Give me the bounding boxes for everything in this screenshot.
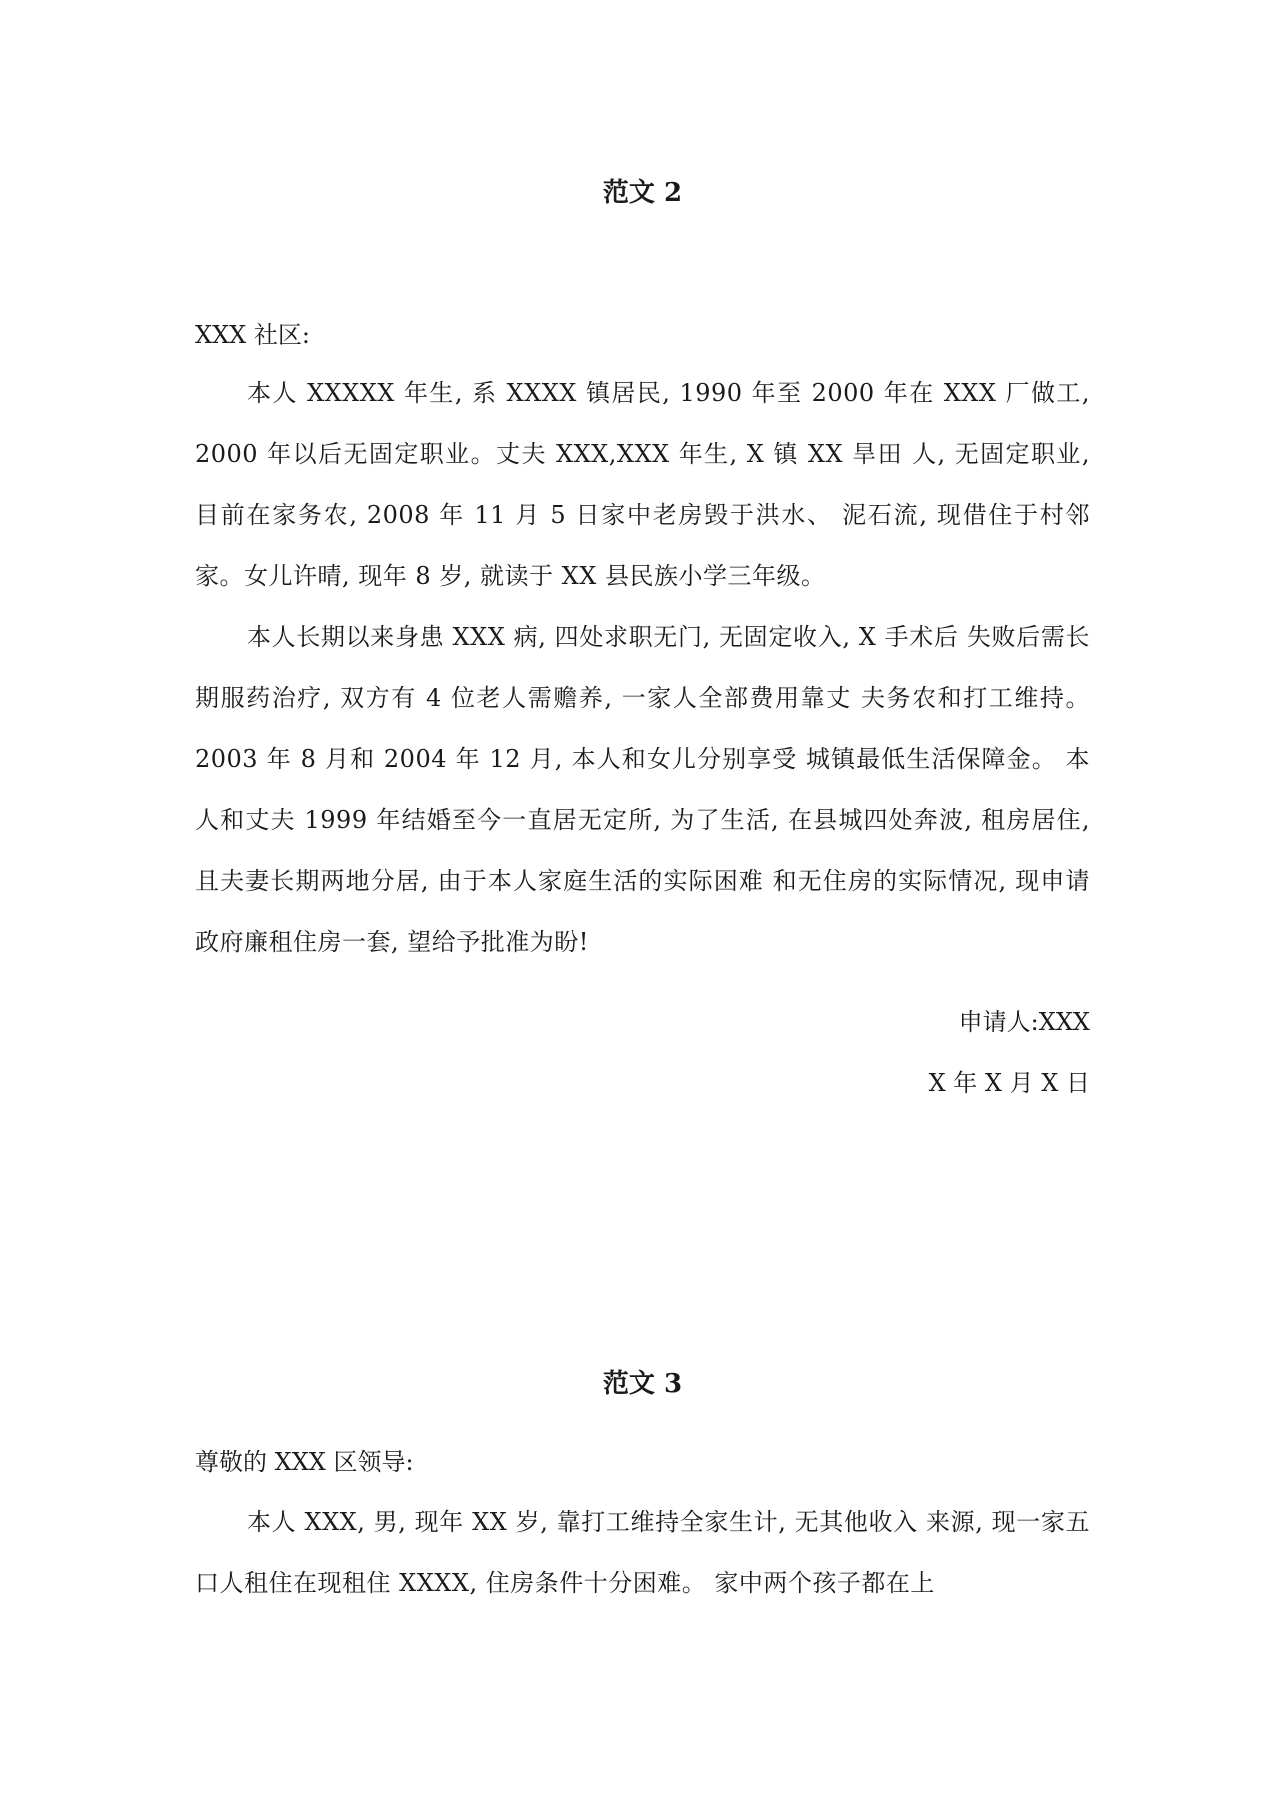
section2-applicant: 申请人:XXX	[958, 1008, 1090, 1036]
section2-title: 范文 2	[602, 178, 683, 208]
section3-paragraph-1: 本人 XXX, 男, 现年 XX 岁, 靠打工维持全家生计, 无其他收入 来源, 现一家五口人租住在现租住 XXXX, 住房条件十分困难。 家中两个孩子都在上	[195, 1508, 1090, 1597]
section2-paragraph-1: 本人 XXXXX 年生, 系 XXXX 镇居民, 1990 年至 2000 年在 XXX 厂做工, 2000 年以后无固定职业。丈夫 XXX,XXX 年生, X 镇 XX 旱田 人, 无固定职业, 目前在家务农, 2008 年 11 月 5 日家中老房毁于洪水、 泥石流, 现借住于村邻家。女儿许晴, 现年 8 岁, 就读于 XX 县民族小学三年级。	[195, 379, 1090, 590]
section3-salutation: 尊敬的 XXX 区领导:	[195, 1448, 414, 1476]
section2-paragraph-2: 本人长期以来身患 XXX 病, 四处求职无门, 无固定收入, X 手术后 失败后需长期服药治疗, 双方有 4 位老人需赡养, 一家人全部费用靠丈 夫务农和打工维持。2003 年 8 月和 2004 年 12 月, 本人和女儿分别享受 城镇最低生活保障金。 本人和丈夫 1999 年结婚至今一直居无定所, 为了生活, 在县城四处奔波, 租房居住, 且夫妻长期两地分居, 由于本人家庭生活的实际困难 和无住房的实际情况, 现申请政府廉租住房一套, 望给予批准为盼!	[195, 623, 1090, 956]
section2-salutation: XXX 社区:	[195, 321, 310, 349]
section3-title: 范文 3	[602, 1369, 683, 1399]
section2-date: X 年 X 月 X 日	[928, 1069, 1090, 1097]
